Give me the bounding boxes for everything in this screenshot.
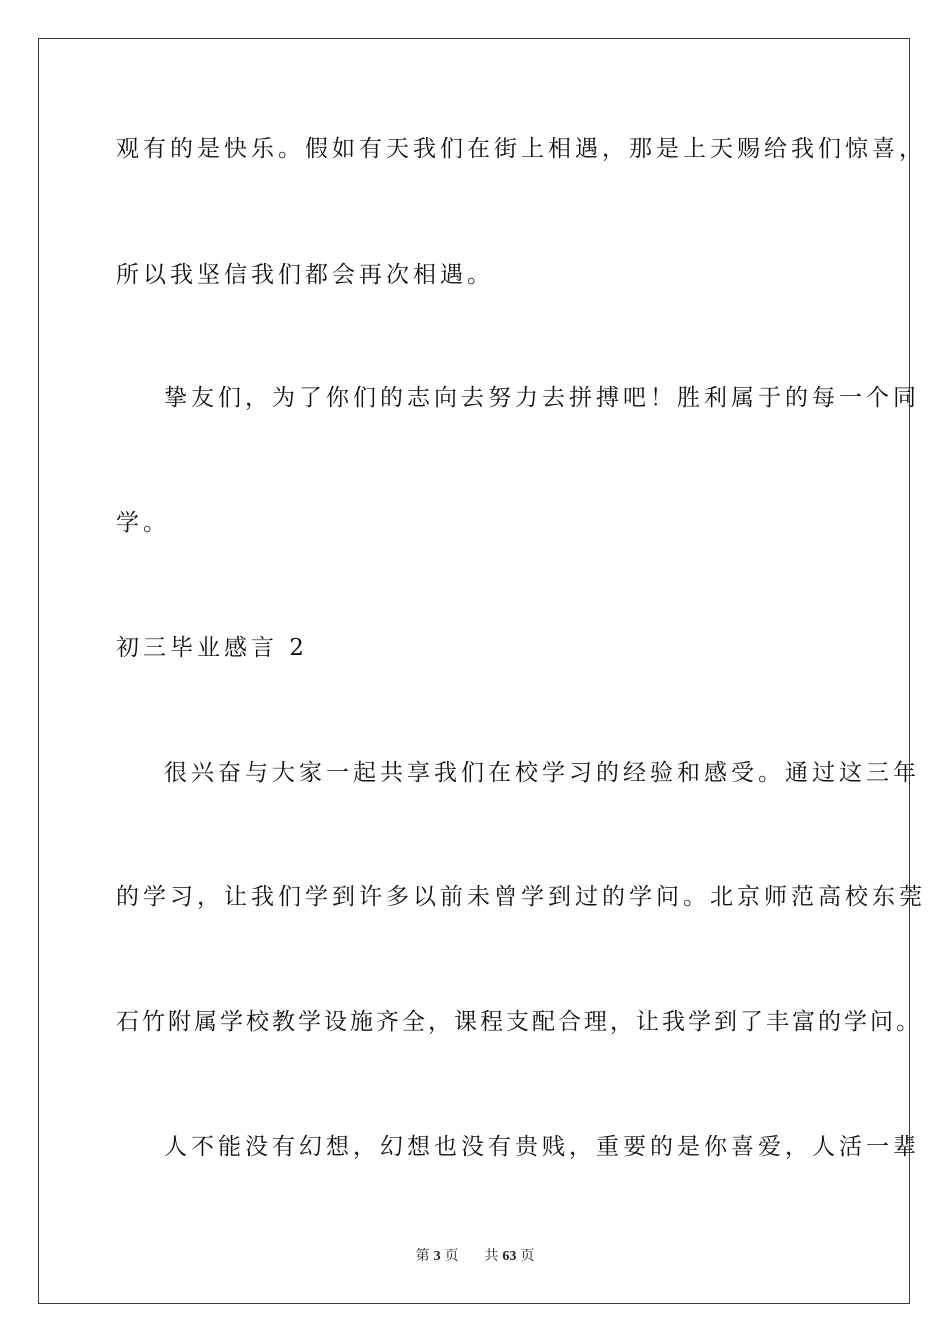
page-footer: [0, 1245, 950, 1265]
page-prefix: 第: [415, 1248, 430, 1264]
section-heading: 初三毕业感言 2: [116, 635, 308, 661]
total-suffix: 页: [520, 1248, 535, 1264]
text-line-6: 很兴奋与大家一起共享我们在校学习的经验和感受。通过这三年: [164, 760, 920, 786]
text-line-2: 所以我坚信我们都会再次相遇。: [116, 262, 494, 288]
text-line-1: 观有的是快乐。假如有天我们在街上相遇，那是上天赐给我们惊喜，: [116, 136, 926, 162]
text-line-8: 石竹附属学校教学设施齐全，课程支配合理，让我学到了丰富的学问。: [116, 1009, 922, 1035]
total-prefix: 共: [484, 1248, 499, 1264]
total-label: [482, 1248, 536, 1264]
page-suffix: 页: [444, 1248, 459, 1264]
total-number: 63: [502, 1249, 517, 1264]
text-line-4: 学。: [116, 510, 170, 536]
page-border: [38, 38, 926, 1304]
text-line-3: 挚友们，为了你们的志向去努力去拼搏吧！胜利属于的每一个同: [164, 385, 920, 411]
page-label: [414, 1248, 461, 1264]
page-number: 3: [433, 1249, 441, 1264]
text-line-7: 的学习，让我们学到许多以前未曾学到过的学问。北京师范高校东莞: [116, 884, 926, 910]
text-line-9: 人不能没有幻想，幻想也没有贵贱，重要的是你喜爱，人活一辈: [164, 1134, 920, 1160]
